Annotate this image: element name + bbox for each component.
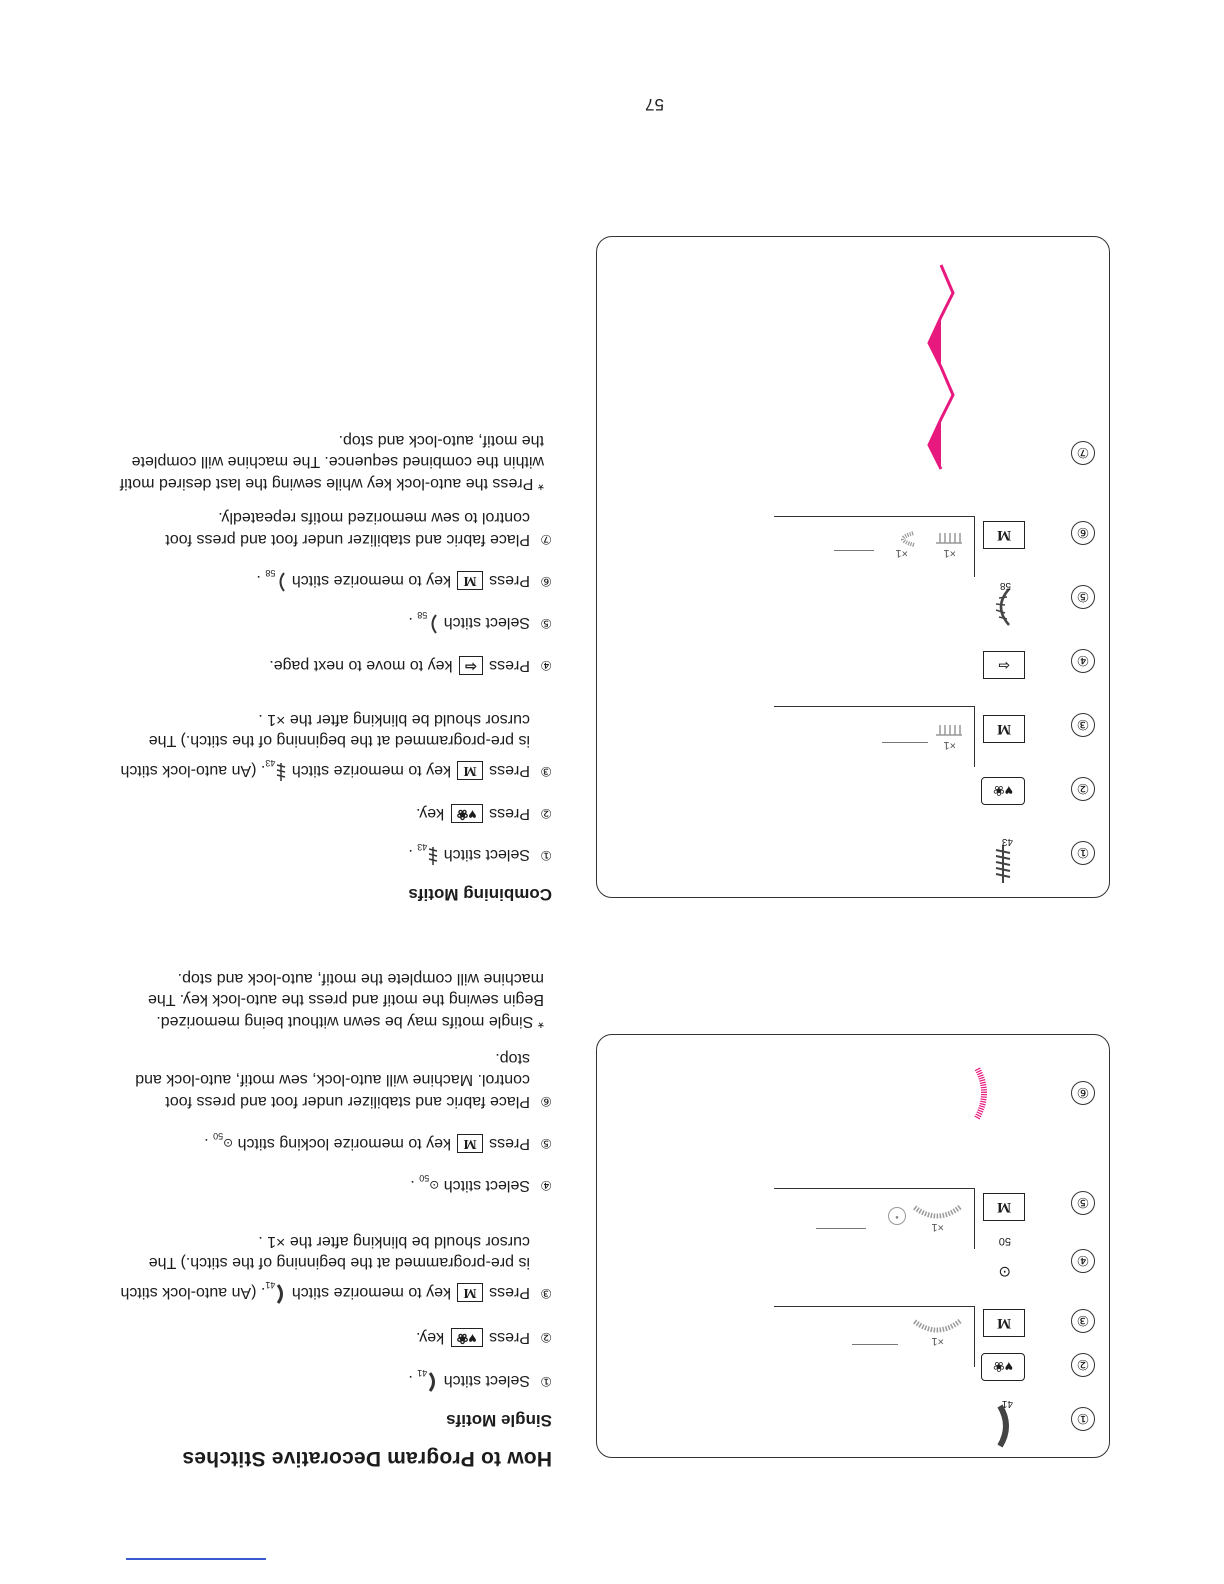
- step-text: .: [256, 572, 266, 589]
- single-step-5: [112, 1125, 552, 1155]
- combining-step-5: [112, 604, 552, 635]
- display-screen: [774, 516, 975, 577]
- step-text: Place fabric and stabilizer under foot and press foot control to sew memorized motifs repeatedly.: [165, 509, 530, 548]
- cursor-line: [834, 550, 874, 551]
- step-number: ⑥: [540, 1094, 552, 1109]
- stitch-preview-icon: [934, 723, 964, 737]
- single-step-2: [112, 1327, 552, 1349]
- row-number: ③: [1071, 1309, 1095, 1333]
- motif-key-icon: ♥❀: [451, 804, 483, 823]
- stitch-41-diagram-icon: [995, 1403, 1015, 1449]
- row-number: ⑥: [1071, 1081, 1095, 1105]
- stitch-43-icon: [275, 762, 287, 782]
- step-number: ⑦: [540, 532, 552, 547]
- stitch-number: 58: [417, 610, 428, 620]
- step-text: Press: [484, 572, 530, 589]
- sewn-motif-41-icon: [971, 1065, 995, 1121]
- locking-stitch-preview-icon: •: [888, 1207, 906, 1225]
- step-text: Select stitch: [439, 614, 530, 631]
- stitch-number-label: 43: [1001, 836, 1013, 847]
- step-text: Press: [484, 1135, 530, 1152]
- memory-key-icon: M: [983, 1193, 1025, 1221]
- step-text: . (An auto-lock stitch is pre-programmed at the beginning of the stitch.) The cursor should be blinking after the ×1 .: [120, 711, 530, 779]
- scan-edge-line: [126, 1559, 266, 1561]
- row-number: ①: [1071, 841, 1095, 865]
- memory-key-icon: M: [983, 1309, 1025, 1337]
- combining-note: * Press the auto-lock key while sewing the last desired motif within the combined sequence. The machine will complete the motif, auto-lock and stop.: [119, 432, 544, 492]
- section-heading-combining: Combining Motifs: [408, 885, 552, 904]
- stitch-43-diagram-icon: [993, 843, 1013, 885]
- next-page-key-icon: ⇦: [983, 651, 1025, 679]
- stitch-number: 43: [417, 842, 428, 852]
- stitch-number: 50: [213, 1131, 224, 1141]
- step-text: Press: [484, 1284, 530, 1301]
- repeat-count: ×1: [931, 1221, 944, 1233]
- step-text: Place fabric and stabilizer under foot and press foot control. Machine will auto-lock, sew motif, auto-lock and stop.: [135, 1050, 530, 1110]
- cursor-line: [816, 1228, 866, 1229]
- step-number: ④: [540, 1178, 552, 1193]
- stitch-number: 43: [265, 758, 276, 768]
- stitch-preview-icon: [888, 531, 918, 547]
- sewn-combined-motif-icon: [923, 261, 959, 471]
- step-text: Press: [484, 657, 530, 674]
- row-number: ⑤: [1071, 585, 1095, 609]
- combining-step-1: [112, 836, 552, 867]
- step-text: key.: [416, 805, 449, 822]
- motif-key-icon: ♥❀: [981, 777, 1025, 805]
- memory-key-icon: M: [457, 1283, 482, 1302]
- stitch-number: 41: [265, 1280, 276, 1290]
- single-note: * Single motifs may be sewn without being memorized. Begin sewing the motif and press the auto-lock key. The machine will complete the motif, auto-lock and stop.: [147, 970, 544, 1030]
- step-text: Press: [484, 805, 530, 822]
- single-step-6: [112, 1048, 552, 1113]
- step-number: ①: [540, 1374, 552, 1389]
- locking-stitch-icon: ⊙: [429, 1178, 440, 1192]
- row-number: ⑤: [1071, 1191, 1095, 1215]
- step-number: ②: [540, 806, 552, 821]
- step-text: key to memorize stitch: [287, 1284, 456, 1301]
- display-screen: [774, 1188, 975, 1249]
- step-number: ②: [540, 1330, 552, 1345]
- repeat-count: ×1: [931, 1335, 944, 1347]
- step-number: ⑤: [540, 1136, 552, 1151]
- combining-step-6: [112, 562, 552, 593]
- step-text: .: [408, 846, 418, 863]
- repeat-count: ×1: [895, 547, 908, 559]
- motif-key-icon: ♥❀: [451, 1328, 483, 1347]
- stitch-number: 50: [419, 1173, 430, 1183]
- step-text: key to memorize stitch: [287, 572, 456, 589]
- step-text: .: [410, 1177, 420, 1194]
- step-text: Press: [484, 1329, 530, 1346]
- repeat-count: ×1: [943, 739, 956, 751]
- combining-motif-panel: [596, 236, 1110, 898]
- row-number: ①: [1071, 1407, 1095, 1431]
- single-step-4: [112, 1167, 552, 1197]
- stitch-preview-icon: [912, 1319, 962, 1333]
- stitch-preview-icon: [934, 531, 964, 545]
- step-text: Select stitch: [439, 1372, 530, 1389]
- memory-key-icon: M: [983, 715, 1025, 743]
- step-number: ③: [540, 1286, 552, 1301]
- step-text: key to memorize locking stitch: [233, 1135, 456, 1152]
- step-text: Select stitch: [439, 1177, 530, 1194]
- stitch-41-icon: [275, 1284, 287, 1304]
- stitch-number: 58: [265, 568, 276, 578]
- step-text: .: [408, 1372, 418, 1389]
- step-text: . (An auto-lock stitch is pre-programmed at the beginning of the stitch.) The cursor should be blinking after the ×1 .: [120, 1233, 530, 1301]
- stitch-number: 41: [417, 1368, 428, 1378]
- single-step-1: [112, 1362, 552, 1393]
- row-number: ③: [1071, 713, 1095, 737]
- display-screen: [774, 706, 975, 767]
- step-text: Select stitch: [439, 846, 530, 863]
- combining-step-7: [112, 507, 552, 550]
- memory-key-icon: M: [457, 1134, 482, 1153]
- memory-key-icon: M: [983, 521, 1025, 549]
- step-number: ⑥: [540, 574, 552, 589]
- stitch-number-label: 50: [998, 1235, 1011, 1247]
- step-text: .: [408, 614, 418, 631]
- locking-stitch-icon: ⊙: [223, 1136, 234, 1150]
- cursor-line: [882, 742, 928, 743]
- single-step-3: [112, 1231, 552, 1305]
- page-number: 57: [645, 95, 664, 114]
- stitch-58-icon: [427, 614, 439, 634]
- single-motif-panel: [596, 1034, 1110, 1458]
- locking-stitch-diagram-icon: ⊙: [998, 1263, 1011, 1280]
- stitch-number-label: 58: [999, 580, 1011, 591]
- stitch-58-diagram-icon: [991, 587, 1013, 627]
- stitch-preview-icon: [912, 1205, 962, 1219]
- step-text: .: [204, 1135, 214, 1152]
- display-screen: [774, 1306, 975, 1367]
- step-text: key.: [416, 1329, 449, 1346]
- step-text: key to move to next page.: [269, 657, 457, 674]
- row-number: ⑦: [1071, 441, 1095, 465]
- stitch-number-label: 41: [1001, 1398, 1013, 1409]
- step-number: ①: [540, 848, 552, 863]
- memory-key-icon: M: [457, 761, 482, 780]
- memory-key-icon: M: [457, 571, 482, 590]
- combining-step-2: [112, 803, 552, 825]
- row-number: ②: [1071, 777, 1095, 801]
- combining-step-4: [112, 655, 552, 677]
- row-number: ②: [1071, 1353, 1095, 1377]
- combining-step-3: [112, 709, 552, 783]
- cursor-line: [852, 1344, 898, 1345]
- step-text: Press: [484, 762, 530, 779]
- stitch-43-icon: [427, 846, 439, 866]
- row-number: ④: [1071, 1249, 1095, 1273]
- motif-key-icon: ♥❀: [981, 1353, 1025, 1381]
- section-heading-single: Single Motifs: [446, 1411, 552, 1430]
- stitch-41-icon: [427, 1372, 439, 1392]
- row-number: ④: [1071, 649, 1095, 673]
- step-text: key to memorize stitch: [287, 762, 456, 779]
- repeat-count: ×1: [943, 547, 956, 559]
- next-page-key-icon: ⇦: [459, 656, 483, 675]
- step-number: ④: [540, 658, 552, 673]
- step-number: ③: [540, 764, 552, 779]
- step-number: ⑤: [540, 616, 552, 631]
- stitch-58-icon: [275, 572, 287, 592]
- row-number: ⑥: [1071, 521, 1095, 545]
- page-title: How to Program Decorative Stitches: [182, 1447, 552, 1470]
